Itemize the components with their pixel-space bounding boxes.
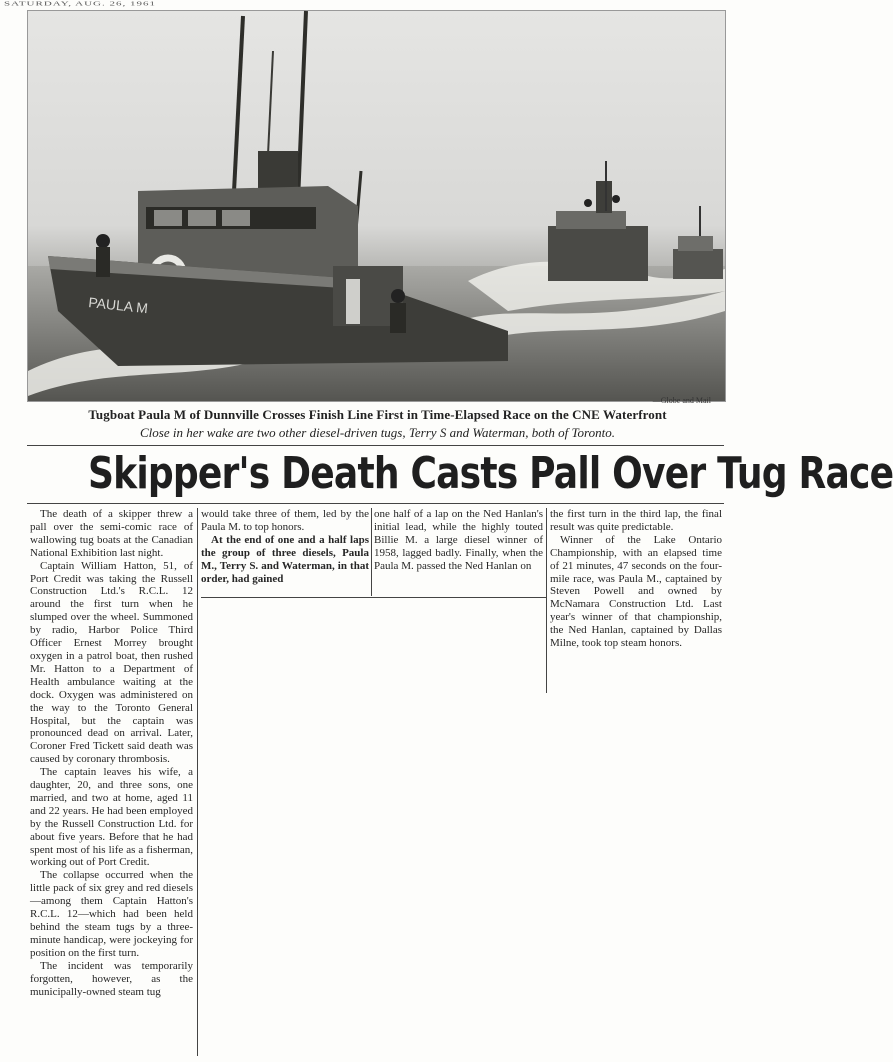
photo-caption-italic: Close in her wake are two other diesel-driven tugs, Terry S and Waterman, both of Toronto. [140,425,615,440]
hull-name: PAULA M [87,294,149,317]
column-end-rule [201,597,546,598]
column-rule-1 [197,508,198,1056]
photo-caption-bold: Tugboat Paula M of Dunnville Crosses Finish Line First in Time-Elapsed Race on the CNE Waterfront [88,407,667,422]
article-paragraph: would take three of them, led by the Paula M. to top honors. [201,508,369,533]
article-paragraph: the first turn in the third lap, the final result was quite predictable. [550,508,722,533]
article-paragraph: At the end of one and a half laps the group of three diesels, Paula M., Terry S. and Waterman, in that order, had gained [201,533,369,585]
article-column-4 [550,508,722,650]
article-column-1 [30,508,193,998]
column-rule-2 [371,508,372,596]
article-paragraph: Captain William Hatton, 51, of Port Credit was taking the Russell Construction Ltd.'s R.C.L. 12 around the first turn when he slumped over the wheel. Summoned by radio, Harbor Police Third Officer Ernest Morrey brought oxygen in a patrol boat, then rushed Mr. Hatton to a Department of Health ambulance waiting at the dock. Oxygen was administered on the way to the Toronto General Hospital, but the captain was pronounced dead on arrival. Later, Coroner Fred Tickett said death was caused by coronary thrombosis. [30,559,193,766]
article-paragraph: The captain leaves his wife, a daughter, 20, and three sons, one married, and two at home, aged 11 and 22 years. He had been employed by the Russell Construction Ltd. for about five years. Before that he had spent most of his life as a fisherman, working out of Port Credit. [30,766,193,869]
news-photo [27,10,726,402]
article-column-2 [201,508,369,585]
article-paragraph: The death of a skipper threw a pall over the semi-comic race of wallowing tug boats at the Canadian National Exhibition last night. [30,508,193,559]
photo-credit: —Globe and Mail [652,396,711,405]
article-column-3 [374,508,543,573]
article-paragraph: one half of a lap on the Ned Hanlan's initial lead, while the highly touted Billie M. a large diesel winner of 1958, lagged badly. Finally, when the Paula M. passed the Ned Hanlan on [374,508,543,572]
rule-above-headline [27,445,724,446]
tug-terry-s [548,161,648,281]
article-paragraph: Winner of the Lake Ontario Championship, with an elapsed time of 21 minutes, 47 seconds on the four-mile race, was Paula M., captained by Steven Powell and owned by McNamara Construction Ltd. Last year's winner of that championship, the Ned Hanlan, captained by Dallas Milne, took top steam honors. [550,533,722,650]
article-paragraph: The incident was temporarily forgotten, however, as the municipally-owned steam tug [30,959,193,998]
headline: Skipper's Death Casts Pall Over Tug Race [88,448,893,499]
tug-waterman [673,206,723,279]
dateline: SATURDAY, AUG. 26, 1961 [4,0,156,8]
rule-below-headline [27,503,724,504]
tugboat-race-photo [28,11,725,401]
tug-paula-m [48,11,508,366]
article-paragraph: The collapse occurred when the little pack of six grey and red diesels—among them Captain Hatton's R.C.L. 12—which had been held behind the steam tugs by a three-minute handicap, were jockeying for position on the first turn. [30,869,193,959]
column-rule-3 [546,508,547,693]
